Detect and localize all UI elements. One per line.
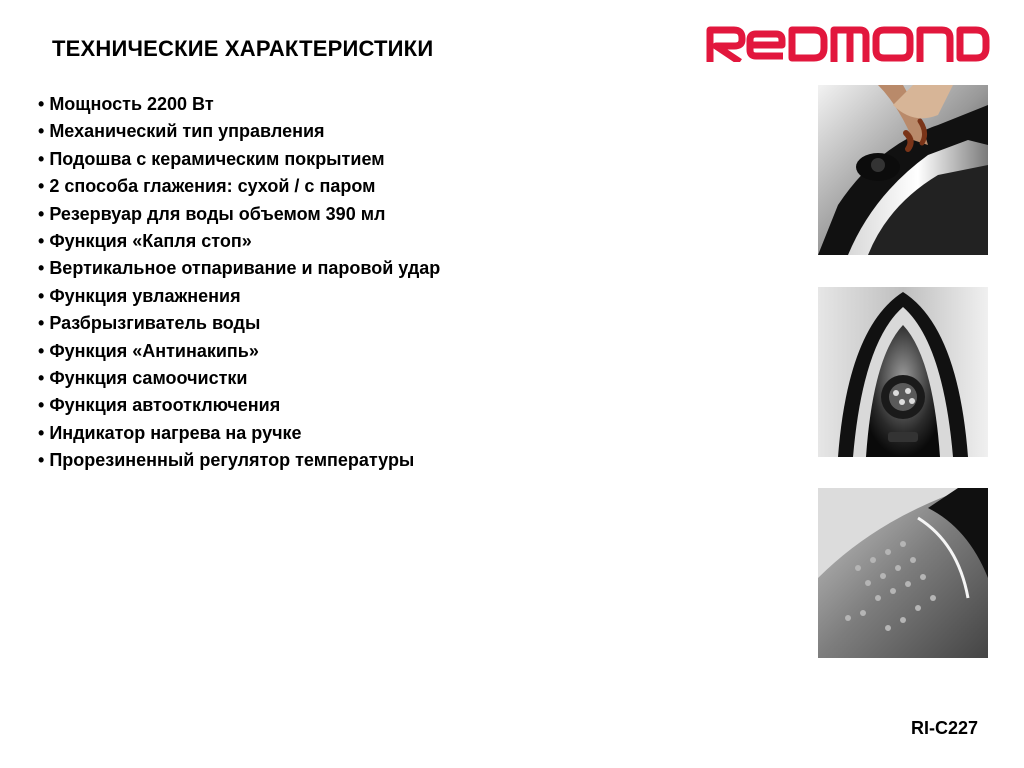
list-item: • Функция автоотключения [38,392,440,419]
iron-handle-photo [818,85,988,255]
model-number: RI-C227 [910,718,978,738]
list-item: • Механический тип управления [38,118,440,145]
list-item: • Вертикальное отпаривание и паровой удар [38,255,440,282]
list-item: • Прорезиненный регулятор температуры [38,447,440,474]
list-item: • 2 способа глажения: сухой / с паром [38,173,440,200]
list-item: • Функция увлажнения [38,283,440,310]
list-item: • Индикатор нагрева на ручке [38,420,440,447]
list-item: • Функция «Антинакипь» [38,338,440,365]
iron-top-photo [818,287,988,457]
list-item: • Функция самоочистки [38,365,440,392]
list-item: • Функция «Капля стоп» [38,228,440,255]
specs-list [38,91,440,474]
list-item: • Резервуар для воды объемом 390 мл [38,201,440,228]
list-item: • Мощность 2200 Вт [38,91,440,118]
list-item: • Разбрызгиватель воды [38,310,440,337]
iron-soleplate-photo [818,488,988,658]
redmond-logo [706,26,990,62]
page-title: ТЕХНИЧЕСКИЕ ХАРАКТЕРИСТИКИ [52,36,434,61]
list-item: • Подошва с керамическим покрытием [38,146,440,173]
